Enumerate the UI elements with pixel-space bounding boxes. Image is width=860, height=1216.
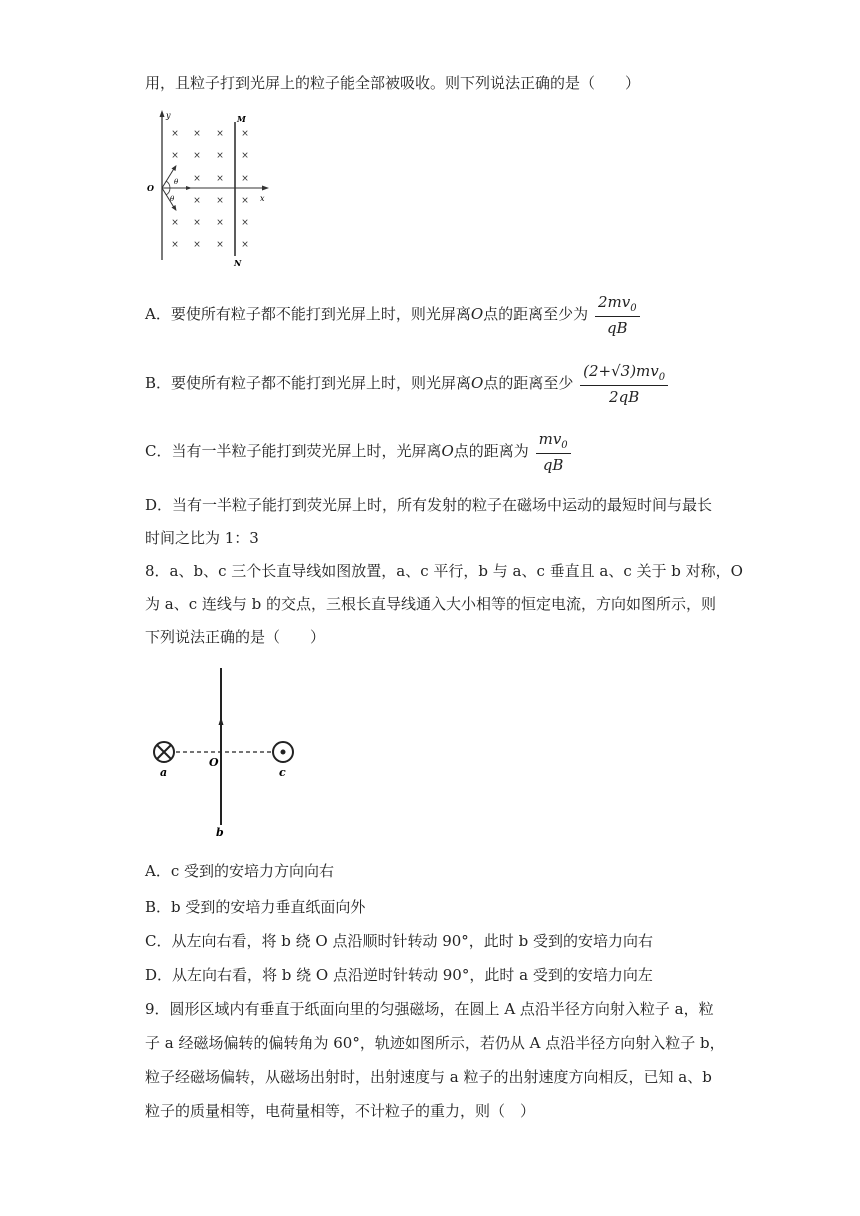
field-cross: × [216, 196, 224, 206]
q7-option-d[interactable]: D．当有一半粒子能打到荧光屏上时，所有发射的粒子在磁场中运动的最短时间与最长 [145, 496, 713, 514]
q8-stem: 8．a、b、c 三个长直导线如图放置，a、c 平行，b 与 a、c 垂直且 a、c 关于 b 对称，O [145, 562, 743, 580]
field-cross: × [241, 240, 249, 250]
field-cross: × [193, 174, 201, 184]
c-label: c [279, 766, 286, 779]
field-cross: × [216, 218, 224, 228]
q9-stem: 子 a 经磁场偏转的偏转角为 60°，轨迹如图所示，若仍从 A 点沿半径方向射入粒子 b， [145, 1034, 725, 1052]
a-label: a [160, 766, 168, 779]
m-label: M [237, 114, 246, 124]
field-cross: × [193, 129, 201, 139]
field-cross: × [241, 196, 249, 206]
q7-option-d-cont: 时间之比为 1：3 [145, 529, 259, 547]
q8-option-c[interactable]: C．从左向右看，将 b 绕 O 点沿顺时针转动 90°，此时 b 受到的安培力向右 [145, 932, 653, 950]
fraction: $\frac{(2+√3)mv_0}{2qB}$ [580, 362, 668, 406]
field-cross: × [171, 240, 179, 250]
q7-option-b[interactable]: B．要使所有粒子都不能打到光屏上时，则光屏离O点的距离至少 $\frac{(2+√3)mv_0}{2qB}$ [145, 362, 668, 406]
field-cross: × [171, 218, 179, 228]
q7-option-c[interactable]: C．当有一半粒子能打到荧光屏上时，光屏离O点的距离为 $\frac{mv_0}{qB}$ [145, 430, 571, 474]
q8-stem: 下列说法正确的是（ ） [145, 628, 326, 646]
q8-figure [140, 665, 310, 840]
field-cross: × [171, 129, 179, 139]
q7-figure [145, 108, 275, 268]
field-cross: × [216, 174, 224, 184]
field-cross: × [241, 151, 249, 161]
q8-option-b[interactable]: B．b 受到的安培力垂直纸面向外 [145, 898, 366, 916]
q9-stem: 粒子经磁场偏转，从磁场出射时，出射速度与 a 粒子的出射速度方向相反，已知 a、b [145, 1068, 712, 1086]
field-cross: × [241, 129, 249, 139]
q8-option-a[interactable]: A．c 受到的安培力方向向右 [145, 862, 335, 880]
fraction: $\frac{2mv_0}{qB}$ [595, 293, 640, 337]
x-axis-label: x [260, 194, 265, 203]
field-cross: × [193, 240, 201, 250]
fraction: $\frac{mv_0}{qB}$ [536, 430, 571, 474]
field-cross: × [216, 240, 224, 250]
field-cross: × [193, 151, 201, 161]
theta-upper: θ [174, 178, 179, 186]
q8-stem: 为 a、c 连线与 b 的交点，三根长直导线通入大小相等的恒定电流，方向如图所示，则 [145, 595, 717, 613]
field-cross: × [216, 129, 224, 139]
y-axis-label: y [166, 111, 171, 120]
n-label: N [234, 258, 242, 268]
field-cross: × [193, 218, 201, 228]
q8-option-d[interactable]: D．从左向右看，将 b 绕 O 点沿逆时针转动 90°，此时 a 受到的安培力向左 [145, 966, 653, 984]
field-cross: × [216, 151, 224, 161]
field-cross: × [241, 174, 249, 184]
origin-label: O [147, 183, 154, 193]
q9-stem: 粒子的质量相等，电荷量相等，不计粒子的重力，则（ ） [145, 1102, 536, 1120]
field-cross: × [241, 218, 249, 228]
field-cross: × [171, 151, 179, 161]
field-cross: × [193, 196, 201, 206]
b-label: b [216, 826, 224, 839]
q7-option-a[interactable]: A．要使所有粒子都不能打到光屏上时，则光屏离O点的距离至少为 $\frac{2mv_0}{qB}$ [145, 293, 640, 337]
o-label: O [209, 756, 219, 769]
q7-intro: 用，且粒子打到光屏上的粒子能全部被吸收。则下列说法正确的是（ ） [145, 74, 641, 92]
q9-stem: 9．圆形区域内有垂直于纸面向里的匀强磁场，在圆上 A 点沿半径方向射入粒子 a，粒 [145, 1000, 714, 1018]
theta-lower: θ [170, 195, 175, 203]
